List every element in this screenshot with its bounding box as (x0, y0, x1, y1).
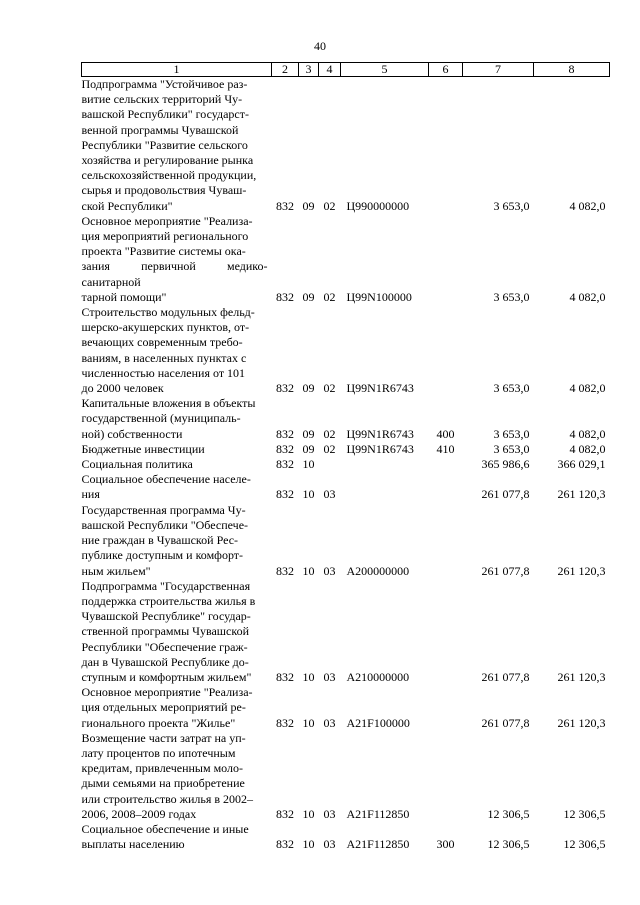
cell-admin: 832 (276, 563, 294, 578)
cell-admin: 832 (276, 426, 294, 441)
cell-subsection: 03 (323, 837, 336, 852)
cell-target: Ц990000000 (346, 198, 410, 213)
row-name-line: публике доступным и комфорт- (81, 548, 244, 563)
header-cell-5: 5 (341, 63, 429, 77)
row-name-line: ния (81, 487, 100, 502)
row-name-line: Чувашской Республике" государ- (81, 609, 251, 624)
cell-admin: 832 (276, 457, 294, 472)
row-name-line: проекта "Развитие системы ока- (81, 244, 246, 259)
cell-admin: 832 (276, 669, 294, 684)
row-name-line: государственной (муниципаль- (81, 411, 241, 426)
table-row (82, 77, 610, 214)
cell-target: Ц99N1R6743 (346, 426, 414, 441)
row-name-line: поддержка строительства жилья в (81, 593, 256, 608)
cell-subsection: 02 (323, 289, 336, 304)
row-name-line: дыми семьями на приобретение (81, 776, 245, 791)
table-row (82, 457, 610, 472)
cell-target: А21F112850 (346, 837, 410, 852)
cell-admin: 832 (276, 487, 294, 502)
row-name-line: 2006, 2008–2009 годах (81, 806, 197, 821)
cell-admin: 832 (276, 441, 294, 456)
page-number: 40 (314, 39, 326, 53)
row-name-line: дан в Чувашской Республике до- (81, 654, 249, 669)
cell-sum-1: 3 653,0 (493, 198, 530, 213)
cell-sum-2: 261 120,3 (557, 563, 606, 578)
cell-subsection: 03 (323, 806, 336, 821)
row-name-line: ным жильем" (81, 563, 151, 578)
row-name-line: Государственная программа Чу- (81, 502, 246, 517)
cell-sum-2: 4 082,0 (569, 441, 606, 456)
header-cell-6: 6 (429, 63, 463, 77)
cell-subsection: 02 (323, 381, 336, 396)
row-name-line: кредитам, привлеченным моло- (81, 761, 243, 776)
row-name-line: ступным и комфортным жильем" (81, 669, 252, 684)
row-name-line: вечающих современным требо- (81, 335, 243, 350)
cell-sum-1: 3 653,0 (493, 289, 530, 304)
cell-exp-type (429, 457, 463, 472)
row-name-line: лату процентов по ипотечным (81, 745, 236, 760)
cell-sum-2: 366 029,1 (557, 457, 606, 472)
cell-section: 09 (302, 381, 315, 396)
cell-exp-type (429, 305, 463, 396)
cell-target: Ц99N1R6743 (346, 381, 414, 396)
header-cell-3: 3 (299, 63, 319, 77)
cell-target: А21F100000 (346, 715, 410, 730)
cell-exp-type (429, 503, 463, 579)
cell-admin: 832 (276, 715, 294, 730)
cell-subsection: 03 (323, 563, 336, 578)
cell-sum-1: 261 077,8 (481, 715, 530, 730)
row-name (82, 579, 272, 685)
row-name-line: вашской Республики" государст- (81, 107, 249, 122)
header-row (82, 63, 610, 77)
row-name-line: ной) собственности (81, 426, 183, 441)
row-name-line: выплаты населению (81, 837, 185, 852)
cell-sum-1: 12 306,5 (487, 837, 530, 852)
row-name-line: ваниям, в населенных пунктах с (81, 350, 247, 365)
table-row (82, 579, 610, 685)
cell-sum-1: 3 653,0 (493, 381, 530, 396)
header-cell-1: 1 (82, 63, 272, 77)
row-name (82, 731, 272, 822)
cell-exp-type (429, 472, 463, 502)
cell-sum-1: 3 653,0 (493, 441, 530, 456)
row-name (82, 685, 272, 731)
cell-target: Ц99N100000 (346, 289, 412, 304)
row-name-line: ция отдельных мероприятий ре- (81, 700, 246, 715)
row-name (82, 472, 272, 502)
cell-exp-type: 410 (436, 441, 455, 456)
row-name-line: Социальное обеспечение населе- (81, 472, 251, 487)
row-name (82, 396, 272, 442)
row-name-line: Капитальные вложения в объекты (81, 396, 256, 411)
row-name (82, 442, 272, 457)
cell-target: А210000000 (346, 669, 410, 684)
cell-target: Ц99N1R6743 (346, 441, 414, 456)
cell-subsection: 03 (323, 715, 336, 730)
cell-admin: 832 (276, 381, 294, 396)
table-row (82, 305, 610, 396)
row-name-line: Бюджетные инвестиции (81, 441, 205, 456)
cell-exp-type (429, 685, 463, 731)
cell-exp-type: 300 (436, 837, 455, 852)
cell-section: 09 (302, 289, 315, 304)
row-name-line: шерско-акушерских пунктов, от- (81, 320, 250, 335)
cell-section: 10 (302, 837, 315, 852)
row-name-line: сырья и продовольствия Чуваш- (81, 183, 247, 198)
row-name-line: Социальное обеспечение и иные (81, 821, 249, 836)
cell-sum-1: 12 306,5 (487, 806, 530, 821)
row-name (82, 305, 272, 396)
cell-sum-2: 4 082,0 (569, 198, 606, 213)
row-name-line: сельскохозяйственной продукции, (81, 168, 257, 183)
header-cell-4: 4 (319, 63, 341, 77)
row-name-line: Основное мероприятие "Реализа- (81, 213, 253, 228)
cell-exp-type (429, 77, 463, 214)
cell-admin: 832 (276, 198, 294, 213)
table-row (82, 731, 610, 822)
cell-exp-type (429, 579, 463, 685)
header-cell-2: 2 (272, 63, 299, 77)
row-name-line: до 2000 человек (81, 381, 164, 396)
row-name-line: ция мероприятий регионального (81, 229, 249, 244)
cell-sum-1: 261 077,8 (481, 563, 530, 578)
cell-sum-2: 261 120,3 (557, 669, 606, 684)
cell-subsection: 03 (323, 669, 336, 684)
table-row (82, 503, 610, 579)
cell-subsection: 02 (323, 426, 336, 441)
cell-section: 10 (302, 487, 315, 502)
row-name (82, 457, 272, 472)
row-name-line: ние граждан в Чувашской Рес- (81, 533, 239, 548)
header-cell-7: 7 (463, 63, 534, 77)
row-name-line: ской Республики" (81, 198, 173, 213)
row-name-line: гионального проекта "Жилье" (81, 715, 236, 730)
cell-section: 10 (302, 669, 315, 684)
row-name-line: венной программы Чувашской (81, 122, 239, 137)
cell-target: А21F112850 (346, 806, 410, 821)
row-name-line: Республики "Обеспечение граж- (81, 639, 248, 654)
cell-subsection: 02 (323, 198, 336, 213)
row-name-line: ственной программы Чувашской (81, 624, 250, 639)
table-row (82, 472, 610, 502)
cell-admin: 832 (276, 837, 294, 852)
row-name-line: Социальная политика (81, 457, 193, 472)
cell-sum-1: 365 986,6 (481, 457, 530, 472)
cell-sum-2: 4 082,0 (569, 289, 606, 304)
cell-sum-1: 261 077,8 (481, 487, 530, 502)
cell-sum-2: 4 082,0 (569, 381, 606, 396)
table-row (82, 685, 610, 731)
row-name-line: вашской Республики "Обеспече- (81, 517, 249, 532)
cell-sum-2: 12 306,5 (563, 806, 606, 821)
cell-section: 10 (302, 806, 315, 821)
budget-table (81, 62, 610, 852)
cell-target (341, 472, 429, 502)
cell-sum-2: 261 120,3 (557, 487, 606, 502)
cell-exp-type: 400 (436, 426, 455, 441)
row-name (82, 822, 272, 852)
row-name-line: Строительство модульных фельд- (81, 305, 255, 320)
cell-section: 09 (302, 198, 315, 213)
row-name (82, 77, 272, 214)
cell-section: 10 (302, 715, 315, 730)
cell-section: 09 (302, 441, 315, 456)
cell-admin: 832 (276, 806, 294, 821)
row-name-line: Возмещение части затрат на уп- (81, 730, 246, 745)
cell-sum-2: 261 120,3 (557, 715, 606, 730)
row-name-line: зания первичной медико-санитарной (81, 259, 268, 289)
cell-sum-1: 3 653,0 (493, 426, 530, 441)
cell-section: 10 (302, 563, 315, 578)
cell-exp-type (429, 731, 463, 822)
cell-sum-2: 4 082,0 (569, 426, 606, 441)
row-name-line: Основное мероприятие "Реализа- (81, 685, 253, 700)
table-row (82, 214, 610, 305)
row-name-line: тарной помощи" (81, 289, 167, 304)
cell-subsection: 03 (323, 487, 336, 502)
header-cell-8: 8 (534, 63, 610, 77)
row-name-line: численностью населения от 101 (81, 365, 246, 380)
cell-sum-2: 12 306,5 (563, 837, 606, 852)
cell-sum-1: 261 077,8 (481, 669, 530, 684)
row-name (82, 214, 272, 305)
row-name-line: Республики "Развитие сельского (81, 137, 248, 152)
table-row (82, 822, 610, 852)
row-name-line: Подпрограмма "Устойчивое раз- (81, 77, 248, 91)
cell-admin: 832 (276, 289, 294, 304)
row-name-line: или строительство жилья в 2002– (81, 791, 254, 806)
cell-exp-type (429, 214, 463, 305)
cell-subsection: 02 (323, 441, 336, 456)
table-row (82, 396, 610, 442)
cell-subsection (319, 457, 341, 472)
cell-target: А200000000 (346, 563, 410, 578)
table-row (82, 442, 610, 457)
row-name-line: хозяйства и регулирование рынка (81, 153, 254, 168)
row-name-line: витие сельских территорий Чу- (81, 92, 243, 107)
cell-target (341, 457, 429, 472)
cell-section: 10 (302, 457, 315, 472)
row-name-line: Подпрограмма "Государственная (81, 578, 251, 593)
cell-section: 09 (302, 426, 315, 441)
row-name (82, 503, 272, 579)
